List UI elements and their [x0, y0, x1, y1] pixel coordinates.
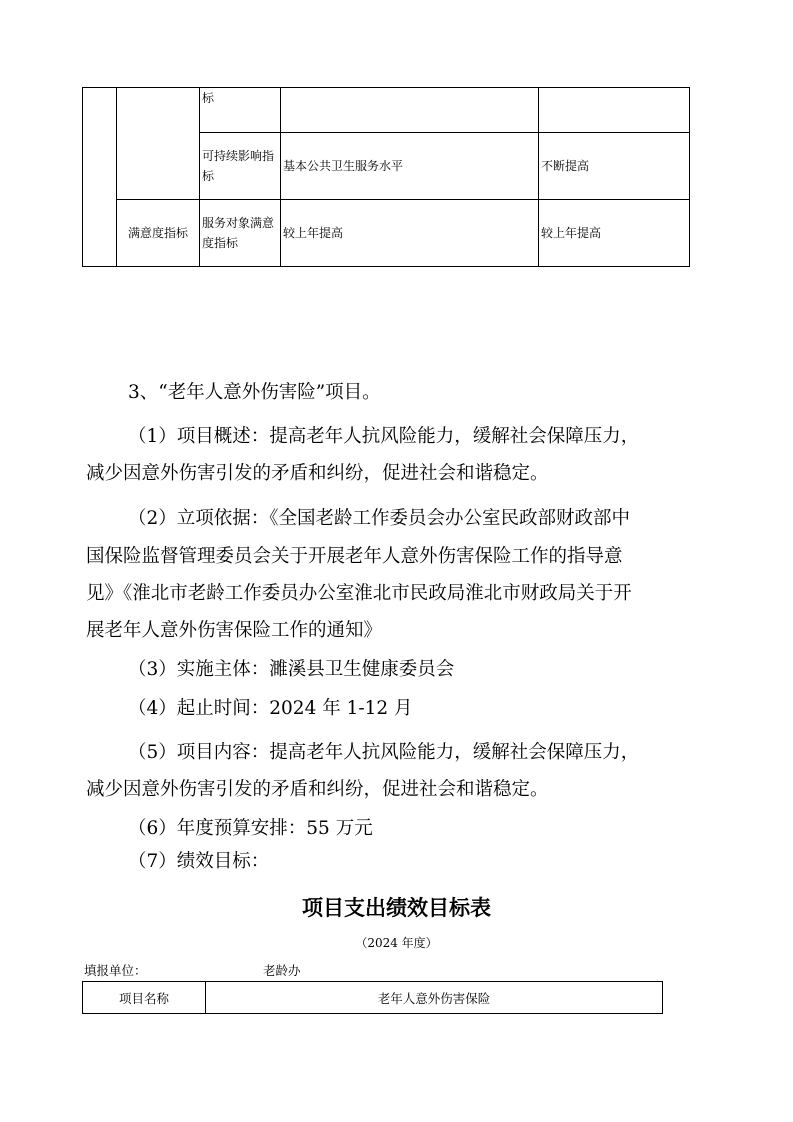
paragraph-line: （7）绩效目标： [128, 851, 270, 872]
paragraph-line: （2）立项依据：《全国老龄工作委员会办公室民政部财政部中 [128, 508, 631, 529]
paragraph-line: 见》《淮北市老龄工作委员办公室淮北市民政局淮北市财政局关于开 [86, 583, 632, 604]
subcategory-cell [117, 88, 200, 200]
paragraph-line: （1）项目概述：提高老年人抗风险能力，缓解社会保障压力， [128, 426, 640, 447]
fill-unit-value: 老龄办 [263, 963, 301, 978]
paragraph-line: 减少因意外伤害引发的矛盾和纠纷，促进社会和谐稳定。 [86, 779, 549, 800]
indicator-target-cell: 较上年提高 [539, 200, 690, 267]
project-name-label: 项目名称 [83, 982, 206, 1014]
paragraph-line: （4）起止时间：2024 年 1-12 月 [128, 698, 413, 719]
table-row [83, 982, 663, 1014]
indicator-name-cell: 服务对象满意度指标 [200, 200, 281, 267]
category-cell [83, 88, 117, 267]
form-title: 项目支出绩效目标表 [302, 896, 491, 920]
paragraph-line: 展老年人意外伤害保险工作的通知》 [86, 620, 383, 641]
paragraph-line: （3）实施主体：濉溪县卫生健康委员会 [128, 659, 455, 680]
indicator-target-cell: 不断提高 [539, 133, 690, 200]
indicator-content-cell [281, 88, 539, 133]
section-heading: 3、“老年人意外伤害险”项目。 [128, 382, 381, 403]
paragraph-line: 国保险监督管理委员会关于开展老年人意外伤害保险工作的指导意 [86, 546, 623, 567]
indicator-name-cell: 标 [200, 88, 281, 133]
fill-unit-label: 填报单位： [84, 963, 147, 978]
project-form-table [82, 981, 663, 1014]
table-row [83, 88, 690, 133]
paragraph-line: （6）年度预算安排：55 万元 [128, 818, 373, 839]
form-year: （2024 年度） [355, 936, 438, 950]
indicator-target-cell [539, 88, 690, 133]
paragraph-line: （5）项目内容：提高老年人抗风险能力，缓解社会保障压力， [128, 742, 640, 763]
subcategory-cell: 满意度指标 [117, 200, 200, 267]
paragraph-line: 减少因意外伤害引发的矛盾和纠纷，促进社会和谐稳定。 [86, 463, 549, 484]
indicator-name-cell: 可持续影响指标 [200, 133, 281, 200]
indicator-content-cell: 较上年提高 [281, 200, 539, 267]
indicator-table-continued [82, 87, 690, 267]
indicator-content-cell: 基本公共卫生服务水平 [281, 133, 539, 200]
table-row [83, 200, 690, 267]
project-name-value: 老年人意外伤害保险 [206, 982, 663, 1014]
